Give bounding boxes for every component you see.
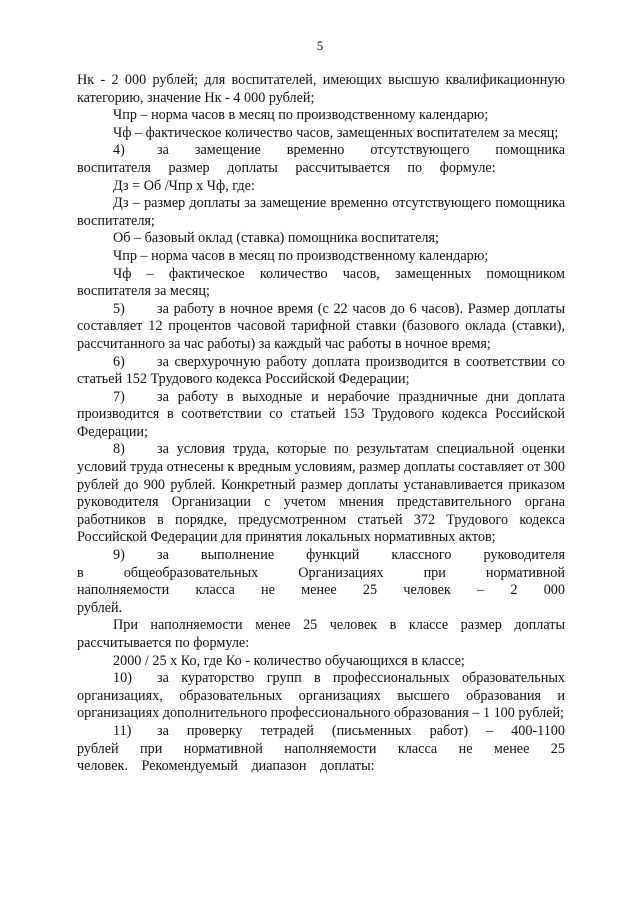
item-number: 9) bbox=[113, 547, 125, 564]
item-number: 6) bbox=[113, 353, 125, 370]
paragraph-dz-definition: Дз – размер доплаты за замещение временно отсутствующего помощника воспитателя; bbox=[77, 195, 565, 229]
item-text: за условия труда, которые по результатам специальной оценки условий труда отнесены к вредным условиям, размер доплаты составляет от 300 рублей до 900 рублей. Конкретный размер доплаты устанавливается приказом руководителя Организации с учетом мнения представительного органа работников в порядке, предусмотренном статьей 372 Трудового кодекса Российской Федерации для принятия локальных нормативных актов; bbox=[77, 441, 565, 546]
item-text: за проверку тетрадей (письменных работ) – 400-1100 рублей при нормативной наполняемости класса не менее 25 человек. Рекомендуемый диапазон доплаты: bbox=[77, 722, 565, 775]
item-text: за кураторство групп в профессиональных образовательных организациях, образовательных организациях высшего образования и организациях дополнительного профессионального образования – 1 100 рублей; bbox=[77, 670, 565, 722]
paragraph-formula-ko: 2000 / 25 х Ко, где Ко - количество обучающихся в классе; bbox=[113, 652, 465, 669]
paragraph-item-7 bbox=[77, 389, 565, 442]
item-text: за сверхурочную работу доплата производится в соответствии со статьей 152 Трудового кодекса Российской Федерации; bbox=[77, 353, 565, 388]
item-text: за замещение временно отсутствующего помощника воспитателя размер доплаты рассчитывается по формуле: bbox=[77, 142, 565, 176]
paragraph-formula-dz: Дз = Об /Чпр х Чф, где: bbox=[113, 177, 255, 194]
paragraph-item-5 bbox=[77, 301, 565, 354]
item-number: 8) bbox=[113, 441, 125, 458]
item-text: за работу в ночное время (с 22 часов до 6 часов). Размер доплаты составляет 12 процентов часовой тарифной ставки (базового оклада (ставки), рассчитанного за час работы) за каждый час работы в ночное время; bbox=[77, 300, 565, 352]
item-number: 5) bbox=[113, 300, 125, 317]
paragraph-item-11 bbox=[77, 723, 565, 776]
paragraph-item-9 bbox=[77, 547, 565, 617]
page-number: 5 bbox=[316, 38, 324, 53]
item-number: 4) bbox=[113, 142, 125, 159]
paragraph-item-8 bbox=[77, 441, 565, 547]
item-number: 7) bbox=[113, 388, 125, 405]
paragraph-actual-hours: Чф – фактическое количество часов, замещенных воспитателем за месяц; bbox=[113, 124, 559, 141]
document-body bbox=[77, 72, 565, 776]
paragraph-item-4 bbox=[77, 142, 565, 177]
paragraph-fill-rate: При наполняемости менее 25 человек в классе размер доплаты рассчитывается по формуле: bbox=[77, 617, 565, 651]
paragraph-actual-hours-2: Чф – фактическое количество часов, замещенных помощником воспитателя за месяц; bbox=[77, 265, 565, 300]
paragraph-item-6 bbox=[77, 354, 565, 389]
paragraph-hours-norm: Чпр – норма часов в месяц по производственному календарю; bbox=[113, 107, 489, 124]
paragraph-ob-definition: Об – базовый оклад (ставка) помощника воспитателя; bbox=[113, 230, 439, 247]
item-text: за работу в выходные и нерабочие праздничные дни доплата производится в соответствии со статьей 153 Трудового кодекса Российской Федерации; bbox=[77, 388, 565, 440]
item-number: 10) bbox=[113, 670, 132, 687]
paragraph-nk-values: Нк - 2 000 рублей; для воспитателей, имеющих высшую квалификационную категорию, значение Нк - 4 000 рублей; bbox=[77, 72, 565, 106]
item-text: за выполнение функций классного руководителя в общеобразовательных Организациях при нормативной наполняемости класса не менее 25 человек – 2 000 рублей. bbox=[77, 547, 565, 616]
paragraph-item-10 bbox=[77, 670, 565, 723]
item-number: 11) bbox=[113, 722, 132, 739]
paragraph-hours-norm-2: Чпр – норма часов в месяц по производственному календарю; bbox=[113, 247, 489, 264]
